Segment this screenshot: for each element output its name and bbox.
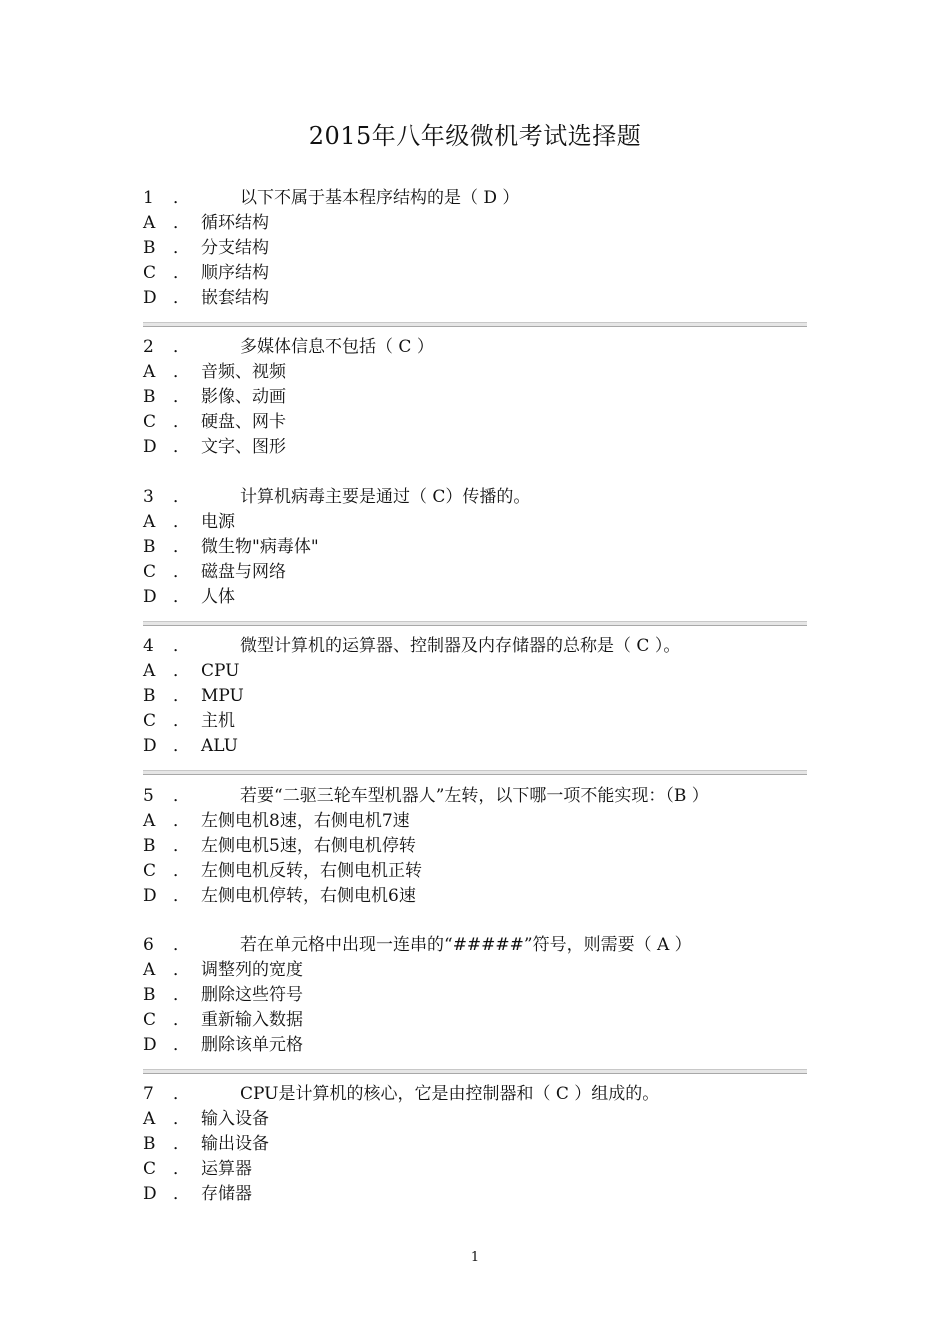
question-number: 1 [143,188,154,208]
option-a [143,809,807,834]
option-letter: B [143,985,156,1005]
option-b [143,1132,807,1157]
option-a [143,510,807,535]
question-text: 微型计算机的运算器、控制器及内存储器的总称是（ C ）。 [240,636,681,656]
option-text: 顺序结构 [201,263,269,283]
option-text: 重新输入数据 [201,1010,303,1030]
option-letter: B [143,387,156,407]
option-dot: ． [173,537,190,557]
option-letter: B [143,238,156,258]
question-number: 3 [143,487,154,507]
option-letter: C [143,1159,157,1179]
option-b [143,684,807,709]
option-letter: B [143,836,156,856]
option-dot: ． [173,562,190,582]
option-text: 嵌套结构 [201,288,269,308]
option-a [143,360,807,385]
option-letter: D [143,886,157,906]
option-text: 硬盘、网卡 [201,412,286,432]
question-text: 若在单元格中出现一连串的“#####”符号，则需要（ A ） [240,935,692,955]
option-letter: C [143,711,157,731]
question-5 [143,784,807,909]
option-d [143,435,807,460]
question-6 [143,933,807,1058]
option-letter: A [143,1109,156,1129]
question-3 [143,485,807,610]
option-dot: ． [173,288,190,308]
question-dot: ． [173,1084,190,1104]
option-c [143,410,807,435]
question-dot: ． [173,337,190,357]
option-dot: ． [173,985,190,1005]
page-title: 2015年八年级微机考试选择题 [308,122,642,150]
option-letter: A [143,213,156,233]
question-number: 4 [143,636,154,656]
option-text: 文字、图形 [201,437,286,457]
option-dot: ． [173,736,190,756]
option-dot: ． [173,387,190,407]
option-dot: ． [173,213,190,233]
page-number: 1 [470,1250,480,1265]
option-dot: ． [173,412,190,432]
option-text: 输入设备 [201,1109,269,1129]
section-divider [143,621,807,626]
option-letter: A [143,661,156,681]
option-dot: ． [173,512,190,532]
option-b [143,385,807,410]
option-letter: A [143,811,156,831]
option-letter: C [143,263,157,283]
section-divider [143,322,807,327]
option-dot: ． [173,437,190,457]
option-text: 音频、视频 [201,362,286,382]
question-text: 多媒体信息不包括（ C ） [240,337,434,357]
option-a [143,659,807,684]
option-letter: D [143,1184,157,1204]
option-d [143,286,807,311]
option-dot: ． [173,661,190,681]
option-text: 调整列的宽度 [201,960,303,980]
option-d [143,1033,807,1058]
option-dot: ． [173,811,190,831]
question-text: 计算机病毒主要是通过（ C）传播的。 [240,487,531,507]
option-c [143,1008,807,1033]
question-2 [143,335,807,460]
option-letter: B [143,1134,156,1154]
question-number: 5 [143,786,154,806]
option-text: 微生物"病毒体" [201,537,319,557]
option-dot: ． [173,686,190,706]
option-d [143,884,807,909]
option-text: 输出设备 [201,1134,269,1154]
question-number: 7 [143,1084,154,1104]
option-text: 电源 [201,512,235,532]
option-dot: ． [173,1184,190,1204]
option-letter: C [143,412,157,432]
option-letter: D [143,736,157,756]
question-text: CPU是计算机的核心，它是由控制器和（ C ）组成的。 [240,1084,660,1104]
option-letter: C [143,861,157,881]
option-b [143,236,807,261]
option-dot: ． [173,960,190,980]
option-text: MPU [201,686,244,706]
question-7 [143,1082,807,1207]
section-divider [143,770,807,775]
option-dot: ． [173,1035,190,1055]
option-dot: ． [173,1134,190,1154]
option-dot: ． [173,711,190,731]
question-stem [143,335,807,360]
option-a [143,211,807,236]
option-dot: ． [173,362,190,382]
option-c [143,261,807,286]
question-4 [143,634,807,759]
option-d [143,585,807,610]
option-dot: ． [173,1010,190,1030]
option-text: ALU [201,736,238,756]
option-letter: B [143,686,156,706]
question-dot: ． [173,487,190,507]
option-text: 影像、动画 [201,387,286,407]
option-dot: ． [173,238,190,258]
option-b [143,535,807,560]
option-text: 删除该单元格 [201,1035,303,1055]
question-number: 2 [143,337,154,357]
option-text: 循环结构 [201,213,269,233]
option-b [143,834,807,859]
option-c [143,709,807,734]
option-letter: D [143,437,157,457]
question-stem [143,1082,807,1107]
question-stem [143,634,807,659]
option-text: 左侧电机反转，右侧电机正转 [201,861,422,881]
option-text: 主机 [201,711,235,731]
question-number: 6 [143,935,154,955]
option-dot: ． [173,836,190,856]
option-text: 运算器 [201,1159,252,1179]
option-text: 存储器 [201,1184,252,1204]
option-c [143,560,807,585]
option-text: 左侧电机8速，右侧电机7速 [201,811,410,831]
option-dot: ． [173,886,190,906]
option-a [143,958,807,983]
option-c [143,1157,807,1182]
question-dot: ． [173,188,190,208]
section-divider [143,1069,807,1074]
option-letter: A [143,960,156,980]
option-letter: A [143,512,156,532]
question-dot: ． [173,786,190,806]
option-d [143,1182,807,1207]
question-text: 若要“二驱三轮车型机器人”左转，以下哪一项不能实现：（B ） [240,786,709,806]
option-c [143,859,807,884]
question-1 [143,186,807,311]
option-text: 左侧电机停转，右侧电机6速 [201,886,416,906]
option-a [143,1107,807,1132]
question-dot: ． [173,935,190,955]
option-letter: D [143,587,157,607]
option-dot: ． [173,263,190,283]
question-stem [143,485,807,510]
question-stem [143,186,807,211]
option-d [143,734,807,759]
question-text: 以下不属于基本程序结构的是（ D ） [240,188,520,208]
question-dot: ． [173,636,190,656]
option-letter: A [143,362,156,382]
option-text: 分支结构 [201,238,269,258]
option-letter: D [143,288,157,308]
option-dot: ． [173,587,190,607]
option-b [143,983,807,1008]
option-letter: C [143,1010,157,1030]
option-text: 删除这些符号 [201,985,303,1005]
question-stem [143,933,807,958]
option-letter: C [143,562,157,582]
option-dot: ． [173,1109,190,1129]
question-stem [143,784,807,809]
option-text: 磁盘与网络 [201,562,286,582]
option-text: 左侧电机5速，右侧电机停转 [201,836,416,856]
option-text: 人体 [201,587,235,607]
option-letter: D [143,1035,157,1055]
option-dot: ． [173,861,190,881]
option-letter: B [143,537,156,557]
option-dot: ． [173,1159,190,1179]
option-text: CPU [201,661,240,681]
